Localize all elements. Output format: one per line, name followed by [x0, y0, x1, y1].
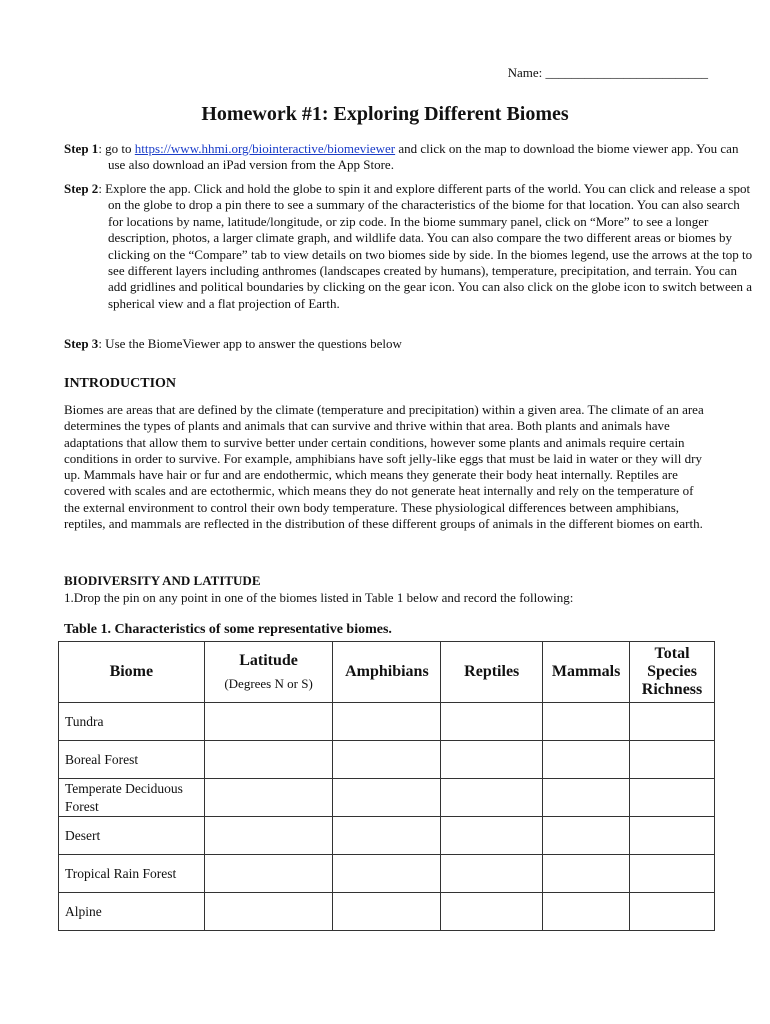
introduction-text: Biomes are areas that are defined by the climate (temperature and precipitation) within a given area. The climate of an area determines the types of plants and animals that can survive and thrive within that area. Both plants and animals have adaptations that allow them to survive better under certain conditions, however some plants and animals require certain conditions in order to survive. For example, amphibians have soft jelly-like eggs that must be laid in water or they will dry up. Mammals have hair or fur and are endothermic, which means they generate their body heat internally. Reptiles are covered with scales and are ectothermic, which means they do not generate heat internally and rely on the temperature of the external environment to control their own body temperature. These physiological differences between amphibians, reptiles, and mammals are reflected in the distribution of these different groups of animals in the different biomes on earth. — [64, 402, 704, 532]
step-label: Step 1 — [64, 141, 99, 156]
mammals-cell[interactable] — [543, 817, 630, 855]
header-latitude-label: Latitude — [239, 652, 298, 669]
biome-tundra: Tundra — [59, 703, 205, 741]
reptiles-cell[interactable] — [441, 817, 543, 855]
mammals-cell[interactable] — [543, 779, 630, 817]
total-cell[interactable] — [630, 779, 715, 817]
latitude-cell[interactable] — [204, 893, 333, 931]
latitude-cell[interactable] — [204, 779, 333, 817]
question-1: 1.Drop the pin on any point in one of the biomes listed in Table 1 below and record the following: — [64, 590, 574, 605]
total-cell[interactable] — [630, 703, 715, 741]
biodiversity-heading: BIODIVERSITY AND LATITUDE — [64, 573, 261, 588]
step-2 — [64, 181, 754, 312]
table-caption: Table 1. Characteristics of some representative biomes. — [64, 622, 392, 637]
biome-tropical-rain-forest: Tropical Rain Forest — [59, 855, 205, 893]
page-title: Homework #1: Exploring Different Biomes — [201, 103, 569, 125]
step-label: Step 2 — [64, 181, 99, 196]
name-field[interactable]: Name: _________________________ — [507, 65, 708, 80]
table-row — [59, 855, 715, 893]
reptiles-cell[interactable] — [441, 703, 543, 741]
header-total-species-richness: Total Species Richness — [630, 642, 715, 703]
amphibians-cell[interactable] — [333, 817, 441, 855]
amphibians-cell[interactable] — [333, 893, 441, 931]
step-text: : Explore the app. Click and hold the globe to spin it and explore different parts of the world. You can click and release a spot on the globe to drop a pin there to see a summary of the characteristics of the biome for that location. You can also search for locations by name, latitude/longitude, or zip code. In the biome summary panel, click on “More” to see a longer description, photos, a larger climate graph, and wildlife data. You can also compare the two different areas or biomes by clicking on the “Compare” tab to view details on two biomes side by side. In the biomes legend, use the arrows at the top to see different layers including anthromes (landscapes created by humans), temperature, precipitation, and terrain. You can add gridlines and political boundaries by clicking on the gear icon. You can also click on the globe icon to switch between a spherical view and a flat projection of Earth. — [98, 181, 753, 311]
amphibians-cell[interactable] — [333, 779, 441, 817]
header-latitude-sub: (Degrees N or S) — [224, 676, 313, 691]
mammals-cell[interactable] — [543, 855, 630, 893]
table-row — [59, 893, 715, 931]
amphibians-cell[interactable] — [333, 741, 441, 779]
biome-temperate-deciduous-forest: Temperate Deciduous Forest — [59, 779, 205, 817]
reptiles-cell[interactable] — [441, 779, 543, 817]
step-text: : Use the BiomeViewer app to answer the questions below — [98, 336, 402, 351]
biome-alpine: Alpine — [59, 893, 205, 931]
amphibians-cell[interactable] — [333, 855, 441, 893]
latitude-cell[interactable] — [204, 817, 333, 855]
step-text: and click on the map to download the biome viewer app. You can use also download an iPad version from the App Store. — [108, 141, 739, 173]
step-text: : go to — [98, 141, 135, 156]
biomeviewer-link[interactable]: https://www.hhmi.org/biointeractive/biomeviewer — [134, 141, 396, 156]
header-latitude — [204, 642, 333, 703]
step-3 — [64, 336, 710, 352]
introduction-heading: INTRODUCTION — [64, 376, 177, 391]
total-cell[interactable] — [630, 855, 715, 893]
table-row — [59, 741, 715, 779]
table-header-row — [59, 642, 715, 703]
step-1 — [64, 141, 754, 174]
biome-desert: Desert — [59, 817, 205, 855]
table-row — [59, 779, 715, 817]
step-label: Step 3 — [64, 336, 99, 351]
amphibians-cell[interactable] — [333, 703, 441, 741]
total-cell[interactable] — [630, 817, 715, 855]
biome-boreal-forest: Boreal Forest — [59, 741, 205, 779]
latitude-cell[interactable] — [204, 703, 333, 741]
header-reptiles: Reptiles — [441, 642, 543, 703]
reptiles-cell[interactable] — [441, 741, 543, 779]
mammals-cell[interactable] — [543, 703, 630, 741]
mammals-cell[interactable] — [543, 741, 630, 779]
latitude-cell[interactable] — [204, 741, 333, 779]
latitude-cell[interactable] — [204, 855, 333, 893]
reptiles-cell[interactable] — [441, 855, 543, 893]
reptiles-cell[interactable] — [441, 893, 543, 931]
mammals-cell[interactable] — [543, 893, 630, 931]
biomes-table — [58, 641, 715, 931]
table-row — [59, 703, 715, 741]
header-amphibians: Amphibians — [333, 642, 441, 703]
table-row — [59, 817, 715, 855]
header-mammals: Mammals — [543, 642, 630, 703]
total-cell[interactable] — [630, 741, 715, 779]
header-biome: Biome — [59, 642, 205, 703]
total-cell[interactable] — [630, 893, 715, 931]
